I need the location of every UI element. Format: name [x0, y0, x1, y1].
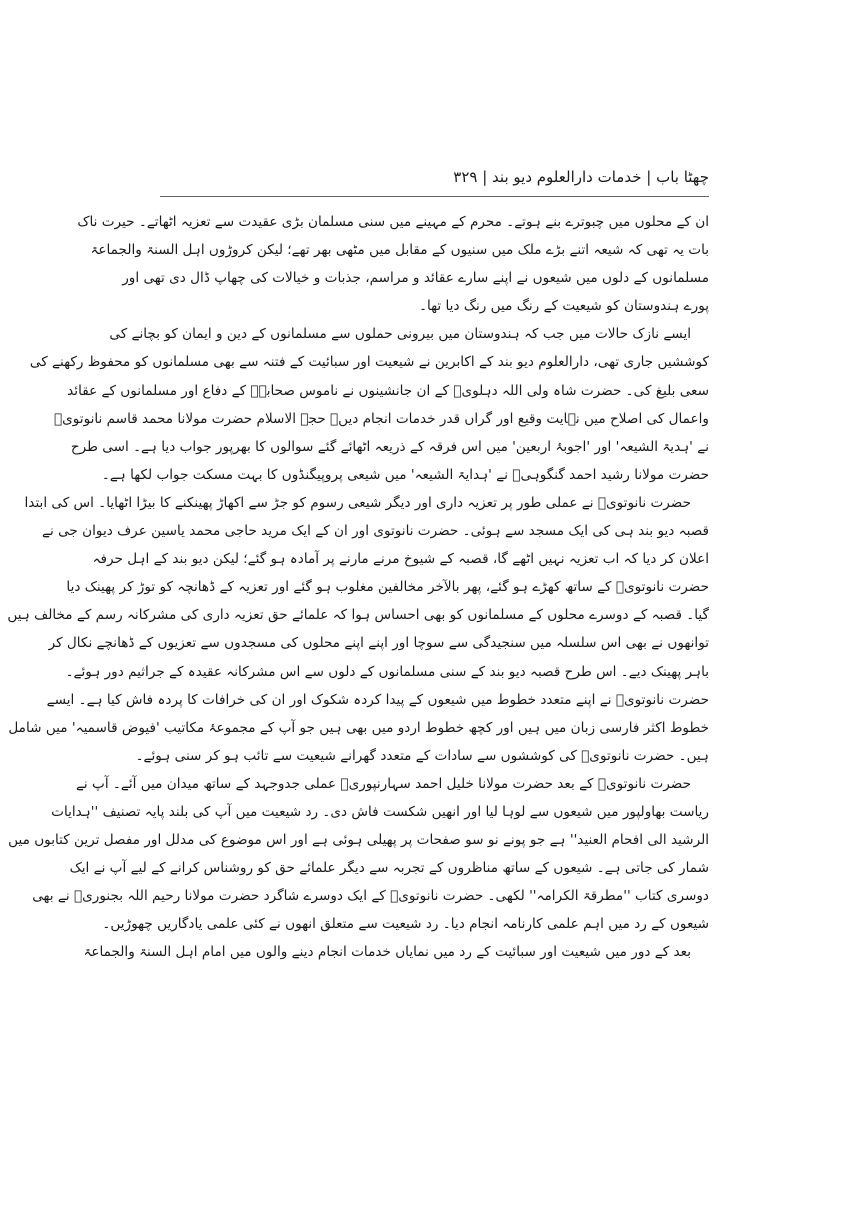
running-head: چھٹا باب | خدمات دارالعلوم دیو بند | ۳۲۹	[453, 168, 709, 186]
text-line: الرشید الی افحام العنید'' ہے جو پونے نو سو صفحات پر پھیلی ہوئی ہے اور اس موضوع کی مدلل اور مفصل ترین کتابوں میں	[8, 832, 709, 849]
text-line: ایسے نازک حالات میں جب کہ ہندوستان میں بیرونی حملوں سے مسلمانوں کے دین و ایمان کو بچانے کی	[109, 326, 691, 343]
text-line: پورے ہندوستان کو شیعیت کے رنگ میں رنگ دیا تھا۔	[419, 298, 709, 315]
text-line: ان کے محلوں میں چبوترے بنے ہوتے۔ محرم کے مہینے میں سنی مسلمان بڑی عقیدت سے تعزیہ اٹھاتے۔ حیرت ناک	[77, 214, 709, 230]
text-line: حضرت نانوتویؒ کے ساتھ کھڑے ہو گئے، پھر بالآخر مخالفین مغلوب ہو گئے اور تعزیہ کے ڈھانچہ کو توڑ کر پھینک دیا	[66, 579, 709, 596]
text-line: گیا۔ قصبہ کے دوسرے محلوں کے مسلمانوں کو بھی احساس ہوا کہ علمائے حق تعزیہ داری کی مشرکانہ رسم کے مخالف ہیں	[7, 607, 709, 624]
text-line: ریاست بھاولپور میں شیعوں سے لوہا لیا اور انھیں شکست فاش دی۔ رد شیعیت میں آپ کی بلند پایہ تصنیف ''ہدایات	[51, 803, 709, 820]
text-line: حضرت مولانا رشید احمد گنگوہیؒ نے 'ہدایۃ الشیعہ' میں شیعی پروپیگنڈوں کا بہت مسکت جواب لکھا ہے۔	[101, 466, 709, 483]
text-line: باہر پھینک دیے۔ اس طرح قصبہ دیو بند کے سنی مسلمانوں کے دلوں سے اس مشرکانہ عقیدہ کے جراثیم دور ہوئے۔	[65, 663, 709, 680]
paragraph	[83, 938, 709, 966]
text-line: شمار کی جاتی ہے۔ شیعوں کے ساتھ مناظروں کے تجربہ سے دیگر علمائے حق کو روشناس کرانے کے لیے آپ نے ایک	[69, 860, 709, 877]
text-line: شیعوں کے رد میں اہم علمی کارنامہ انجام دیا۔ رد شیعیت سے متعلق انھوں نے کئی علمی یادگاریں چھوڑیں۔	[102, 916, 709, 933]
text-line: حضرت نانوتویؒ نے اپنے متعدد خطوط میں شیعوں کے پیدا کردہ شکوک اور ان کی خرافات کا پردہ فاش کیا ہے۔ ایسے	[46, 691, 709, 708]
text-line: توانھوں نے بھی اس سلسلہ میں سنجیدگی سے سوچا اور اپنے اپنے محلوں کی مسجدوں سے تعزیوں کے ڈھانچے نکال کر	[48, 635, 709, 652]
paragraph	[29, 320, 709, 489]
text-line: سعی بلیغ کی۔ حضرت شاہ ولی اللہ دہلویؒ کے ان جانشینوں نے ناموس صحابہؓ کے دفاع اور مسلمانوں کے عقائد	[67, 382, 709, 399]
text-line: کوششیں جاری تھی، دارالعلوم دیو بند کے اکابرین نے شیعیت اور سبائیت کے فتنہ سے بھی مسلمانوں کو محفوظ رکھنے کی	[29, 354, 709, 371]
header-rule	[160, 196, 709, 197]
text-line: مسلمانوں کے دلوں میں شیعوں نے اپنے سارے عقائد و مراسم، جذبات و خیالات کی چھاپ ڈال دی تھی اور	[122, 270, 709, 287]
text-line: بات یہ تھی کہ شیعہ اتنے بڑے ملک میں سنیوں کے مقابل میں مٹھی بھر تھے؛ لیکن کروڑوں اہل السنۃ والجماعۃ	[90, 242, 709, 259]
paragraph	[7, 489, 709, 770]
text-line: قصبہ دیو بند ہی کی ایک مسجد سے ہوئی۔ حضرت نانوتوی اور ان کے ایک مرید حاجی محمد یاسین عرف دیوان جی نے	[42, 523, 709, 540]
paragraph	[8, 770, 709, 939]
text-line: واعمال کی اصلاح میں نہایت وقیع اور گراں قدر خدمات انجام دیں۔ حجۃ الاسلام حضرت مولانا محمد قاسم نانوتویؒ	[53, 410, 709, 427]
body-text	[7, 208, 709, 967]
text-line: ہیں۔ حضرت نانوتویؒ کی کوششوں سے سادات کے متعدد گھرانے شیعیت سے تائب ہو کر سنی ہوئے۔	[135, 747, 709, 764]
text-line: حضرت نانوتویؒ کے بعد حضرت مولانا خلیل احمد سہارنپوریؒ عملی جدوجہد کے ساتھ میدان میں آئے۔ آپ نے	[75, 775, 691, 792]
text-line: بعد کے دور میں شیعیت اور سبائیت کے رد میں نمایاں خدمات انجام دینے والوں میں امام اہل السنۃ والجماعۃ	[83, 944, 691, 961]
paragraph	[77, 208, 709, 320]
text-line: دوسری کتاب ''مطرقۃ الکرامہ'' لکھی۔ حضرت نانوتویؒ کے ایک دوسرے شاگرد حضرت مولانا رحیم اللہ بجنوریؒ نے بھی	[32, 888, 709, 905]
text-line: خطوط اکثر فارسی زبان میں ہیں اور کچھ خطوط اردو میں بھی ہیں جو آپ کے مجموعۂ مکاتیب 'فیوض قاسمیہ' میں شامل	[8, 719, 709, 736]
text-line: حضرت نانوتویؒ نے عملی طور پر تعزیہ داری اور دیگر شیعی رسوم کو جڑ سے اکھاڑ پھینکنے کا بیڑا اٹھایا۔ اس کی ابتدا	[24, 494, 691, 511]
text-line: اعلان کر دیا کہ اب تعزیہ نہیں اٹھے گا، قصبہ کے شیوخ مرنے مارنے پر آمادہ ہو گئے؛ لیکن دیو بند کے اہل حرفہ	[92, 551, 709, 568]
text-line: نے 'ہدیۃ الشیعہ' اور 'اجوبۂ اربعین' میں اس فرقہ کے ذریعہ اٹھائے گئے سوالوں کا بھرپور جواب دیا ہے۔ اسی طرح	[70, 438, 709, 455]
